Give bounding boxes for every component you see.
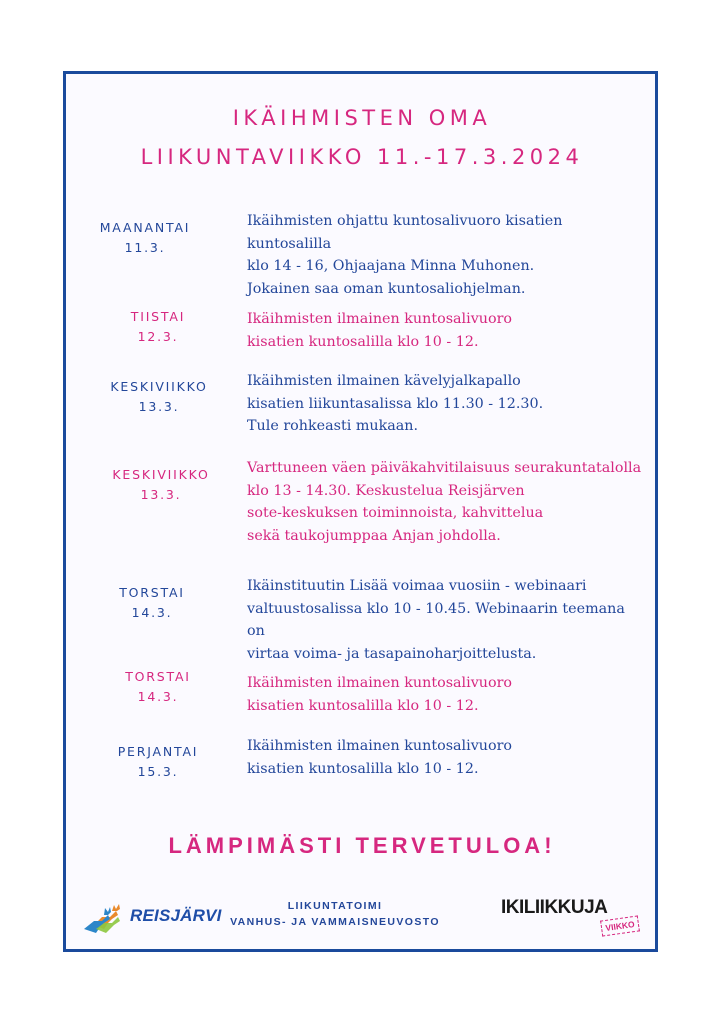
- ikiliikkuja-logo-stamp: VIIKKO: [600, 915, 640, 936]
- title-line-1: IKÄIHMISTEN OMA: [232, 106, 492, 130]
- event-line: Varttuneen väen päiväkahvitilaisuus seurakuntatalolla: [247, 460, 642, 476]
- day-date: 15.3.: [137, 764, 179, 779]
- event-day-4: [96, 465, 226, 505]
- event-line: kisatien liikuntasalissa klo 11.30 - 12.30.: [247, 395, 544, 412]
- day-date: 13.3.: [138, 399, 180, 414]
- event-day-6: [93, 667, 223, 707]
- event-line: klo 13 - 14.30. Keskustelua Reisjärven: [247, 482, 525, 499]
- day-name: KESKIVIIKKO: [112, 467, 210, 482]
- footer-line-2: VANHUS- JA VAMMAISNEUVOSTO: [230, 916, 440, 928]
- event-description-7: [247, 735, 647, 780]
- reisjarvi-logo-text: REISJÄRVI: [130, 906, 222, 925]
- event-day-5: [87, 583, 217, 623]
- event-day-2: [93, 307, 223, 347]
- event-day-7: [93, 742, 223, 782]
- event-description-1: [247, 210, 647, 300]
- event-line: virtaa voima- ja tasapainoharjoittelusta.: [247, 645, 537, 662]
- day-name: PERJANTAI: [117, 744, 199, 759]
- event-day-3: [94, 377, 224, 417]
- event-line: Ikäinstituutin Lisää voimaa vuosiin - webinaari: [247, 578, 587, 594]
- day-name: TORSTAI: [119, 585, 185, 600]
- welcome-heading: LÄMPIMÄSTI TERVETULOA!: [168, 833, 556, 858]
- event-line: sote-keskuksen toiminnoista, kahvittelua: [247, 505, 544, 521]
- event-description-5: [247, 575, 647, 665]
- footer-line-1: LIIKUNTATOIMI: [287, 900, 383, 912]
- day-date: 14.3.: [131, 605, 173, 620]
- event-description-6: [247, 672, 647, 717]
- event-day-1: [80, 218, 210, 258]
- day-date: 14.3.: [137, 689, 179, 704]
- event-line: valtuustosalissa klo 10 - 10.45. Webinaarin teemana on: [247, 600, 625, 639]
- day-name: TIISTAI: [130, 309, 186, 324]
- event-description-2: [247, 308, 647, 353]
- event-line: Jokainen saa oman kuntosaliohjelman.: [247, 280, 526, 297]
- title-line-2: LIIKUNTAVIIKKO 11.-17.3.2024: [140, 145, 584, 169]
- event-line: Ikäihmisten ilmainen kuntosalivuoro: [247, 738, 513, 754]
- event-line: kisatien kuntosalilla klo 10 - 12.: [247, 697, 479, 714]
- event-line: klo 14 - 16, Ohjaajana Minna Muhonen.: [247, 258, 535, 274]
- day-date: 11.3.: [124, 240, 166, 255]
- event-line: kisatien kuntosalilla klo 10 - 12.: [247, 333, 479, 350]
- day-name: TORSTAI: [125, 669, 191, 684]
- ikiliikkuja-logo-text: IKILIIKKUJA: [501, 897, 608, 918]
- event-line: Tule rohkeasti mukaan.: [247, 418, 419, 434]
- event-description-3: [247, 370, 647, 438]
- event-line: Ikäihmisten ohjattu kuntosalivuoro kisatien kuntosalilla: [247, 213, 563, 252]
- event-line: Ikäihmisten ilmainen kävelyjalkapallo: [247, 373, 521, 389]
- event-line: Ikäihmisten ilmainen kuntosalivuoro: [247, 675, 513, 691]
- event-description-4: [247, 457, 647, 547]
- event-line: kisatien kuntosalilla klo 10 - 12.: [247, 760, 479, 777]
- event-line: sekä taukojumppaa Anjan johdolla.: [247, 527, 501, 544]
- day-name: MAANANTAI: [99, 220, 191, 235]
- day-date: 12.3.: [137, 329, 179, 344]
- day-date: 13.3.: [140, 487, 182, 502]
- day-name: KESKIVIIKKO: [110, 379, 208, 394]
- footer-organizers: [225, 898, 445, 930]
- event-line: Ikäihmisten ilmainen kuntosalivuoro: [247, 311, 513, 327]
